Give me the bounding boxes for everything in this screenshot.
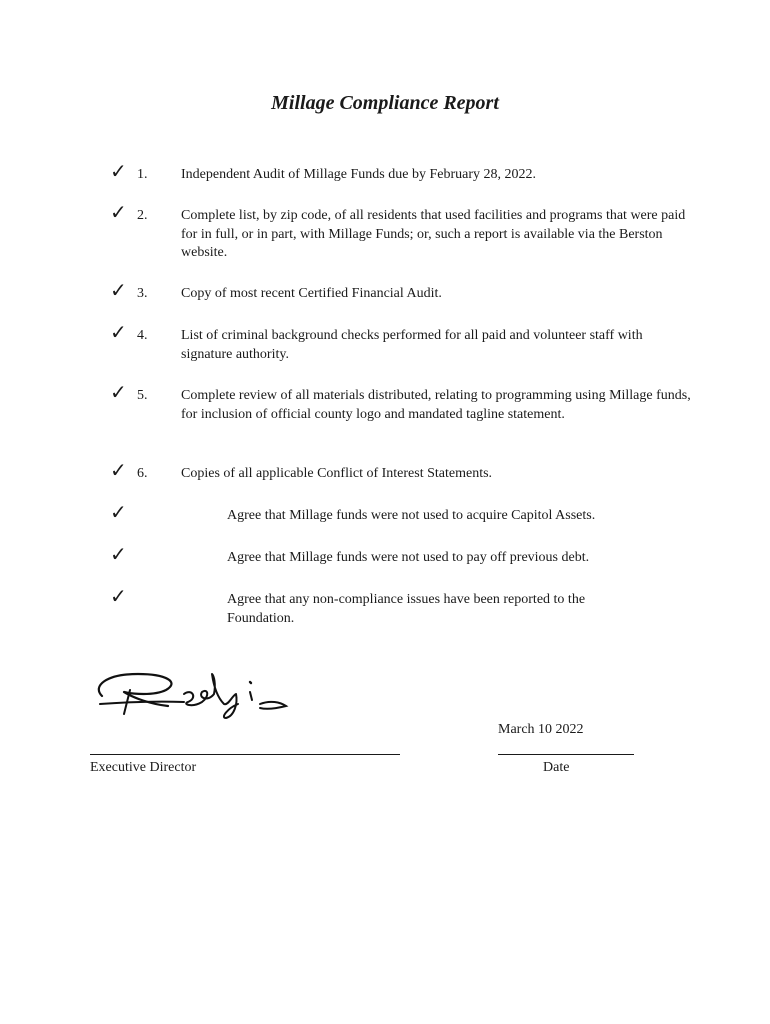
handwritten-signature xyxy=(88,664,298,734)
item-text: Complete list, by zip code, of all residents that used facilities and programs that were paid for in full, or in part, with Millage Funds; or, such a report is available via the Berston website. xyxy=(181,208,686,260)
item-text: Copies of all applicable Conflict of Interest Statements. xyxy=(181,466,493,481)
agreement-text: Agree that Millage funds were not used to acquire Capitol Assets. xyxy=(227,508,596,523)
item-text: Copy of most recent Certified Financial Audit. xyxy=(181,286,442,301)
item-number: 3. xyxy=(137,286,148,301)
checkmark-icon: ✓ xyxy=(110,320,127,344)
checkmark-icon: ✓ xyxy=(110,584,127,608)
item-number: 2. xyxy=(137,208,148,223)
item-number: 4. xyxy=(137,328,148,343)
checkmark-icon: ✓ xyxy=(110,278,127,302)
checkmark-icon: ✓ xyxy=(110,380,127,404)
checkmark-icon: ✓ xyxy=(110,159,127,183)
checkmark-icon: ✓ xyxy=(110,200,127,224)
item-number: 1. xyxy=(137,167,148,182)
signature-date-value: March 10 2022 xyxy=(498,722,584,737)
signer-label: Executive Director xyxy=(90,760,197,775)
date-label: Date xyxy=(543,760,570,775)
item-text: Independent Audit of Millage Funds due by February 28, 2022. xyxy=(181,167,537,182)
date-line xyxy=(498,754,634,755)
item-number: 5. xyxy=(137,388,148,403)
checkmark-icon: ✓ xyxy=(110,542,127,566)
checkmark-icon: ✓ xyxy=(110,500,127,524)
item-text: List of criminal background checks performed for all paid and volunteer staff with signature authority. xyxy=(181,328,643,362)
agreement-text: Agree that any non-compliance issues have been reported to the Foundation. xyxy=(227,592,586,626)
item-text: Complete review of all materials distributed, relating to programming using Millage funds, for inclusion of official county logo and mandated tagline statement. xyxy=(181,388,691,422)
signature-line xyxy=(90,754,400,755)
checkmark-icon: ✓ xyxy=(110,458,127,482)
page-title: Millage Compliance Report xyxy=(271,92,499,114)
agreement-text: Agree that Millage funds were not used to pay off previous debt. xyxy=(227,550,590,565)
item-number: 6. xyxy=(137,466,148,481)
